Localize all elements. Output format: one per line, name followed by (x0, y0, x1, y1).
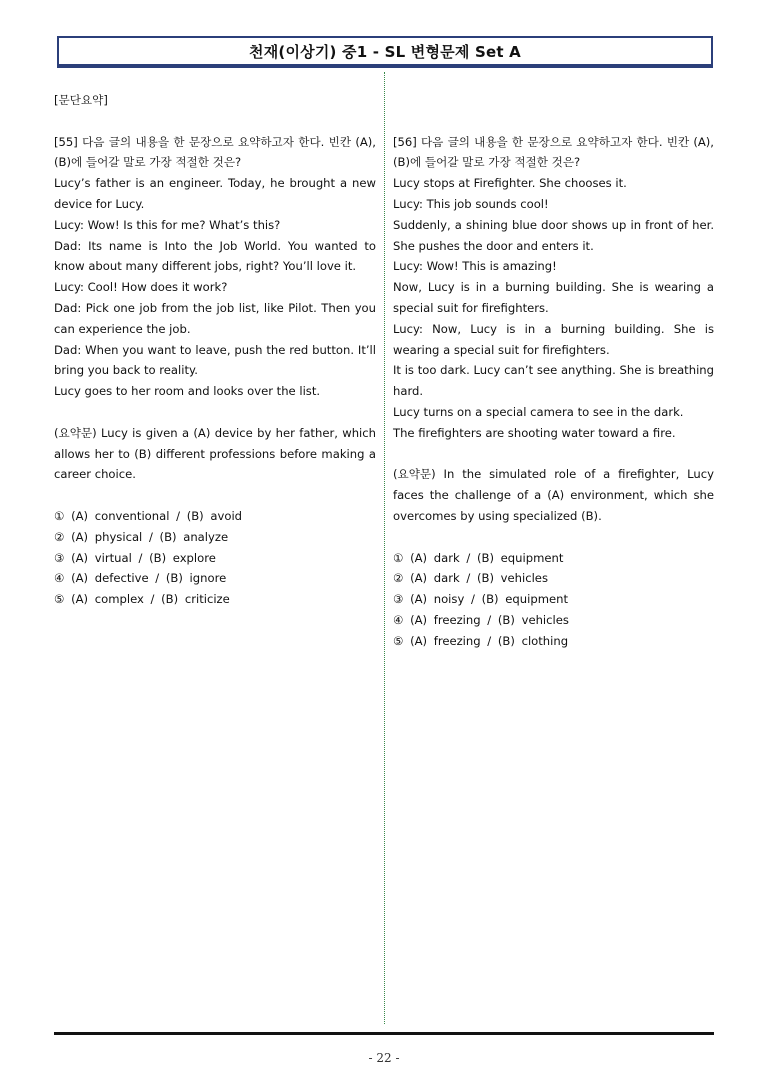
passage-line: Lucy: This job sounds cool! (393, 196, 549, 211)
summary-sentence: (요약문) In the simulated role of a firefighter, Lucy faces the challenge of a (A) environment, which she overcomes by using specialized (B). (393, 467, 714, 523)
passage-line: Dad: When you want to leave, push the red button. It’ll bring you back to reality. (54, 342, 376, 378)
passage-line: Now, Lucy is in a burning building. She is wearing a special suit for firefighters. (393, 280, 714, 315)
passage-line: Lucy turns on a special camera to see in the dark. (393, 404, 684, 419)
passage-line: Lucy: Now, Lucy is in a burning building. She is wearing a special suit for firefighters. (393, 321, 714, 357)
passage-line: Lucy’s father is an engineer. Today, he brought a new device for Lucy. (54, 176, 376, 211)
answer-option[interactable]: ② (A) dark / (B) vehicles (393, 571, 548, 586)
passage-line: Lucy: Wow! Is this for me? What’s this? (54, 217, 281, 232)
section-label: [문단요약] (54, 93, 108, 107)
passage-line: Dad: Pick one job from the job list, like Pilot. Then you can experience the job. (54, 300, 376, 336)
passage-line: Lucy goes to her room and looks over the list. (54, 384, 321, 399)
column-divider (384, 72, 385, 1024)
footer-rule (54, 1032, 714, 1035)
page-title: 천재(이상기) 중1 - SL 변형문제 Set A (57, 36, 713, 68)
answer-option[interactable]: ③ (A) noisy / (B) equipment (393, 592, 569, 607)
question-55-column (54, 90, 376, 610)
answer-option[interactable]: ④ (A) freezing / (B) vehicles (393, 612, 569, 627)
passage-line: Lucy: Wow! This is amazing! (393, 259, 557, 274)
question-56-prompt: [56] 다음 글의 내용을 한 문장으로 요약하고자 한다. 빈칸 (A), (B)에 들어갈 말로 가장 적절한 것은? (393, 134, 714, 170)
question-56-column (393, 90, 714, 652)
page-number: - 22 - (368, 1051, 400, 1065)
passage-line: Lucy stops at Firefighter. She chooses it. (393, 176, 627, 191)
answer-option[interactable]: ① (A) conventional / (B) avoid (54, 508, 243, 523)
answer-option[interactable]: ⑤ (A) freezing / (B) clothing (393, 633, 569, 648)
question-55-prompt: [55] 다음 글의 내용을 한 문장으로 요약하고자 한다. 빈칸 (A), (B)에 들어갈 말로 가장 적절한 것은? (54, 134, 376, 170)
answer-option[interactable]: ① (A) dark / (B) equipment (393, 550, 564, 565)
passage-line: Lucy: Cool! How does it work? (54, 280, 228, 295)
passage-line: Dad: Its name is Into the Job World. You wanted to know about many different jobs, right? You’ll love it. (54, 238, 376, 274)
answer-option[interactable]: ⑤ (A) complex / (B) criticize (54, 592, 230, 607)
answer-option[interactable]: ② (A) physical / (B) analyze (54, 529, 229, 544)
passage-line: Suddenly, a shining blue door shows up in front of her. She pushes the door and enters it. (393, 217, 714, 253)
answer-option[interactable]: ③ (A) virtual / (B) explore (54, 550, 216, 565)
passage-line: The firefighters are shooting water toward a fire. (393, 425, 676, 440)
passage-line: It is too dark. Lucy can’t see anything. She is breathing hard. (393, 363, 714, 399)
summary-sentence: (요약문) Lucy is given a (A) device by her father, which allows her to (B) different professions before making a career choice. (54, 425, 376, 482)
answer-option[interactable]: ④ (A) defective / (B) ignore (54, 571, 227, 586)
